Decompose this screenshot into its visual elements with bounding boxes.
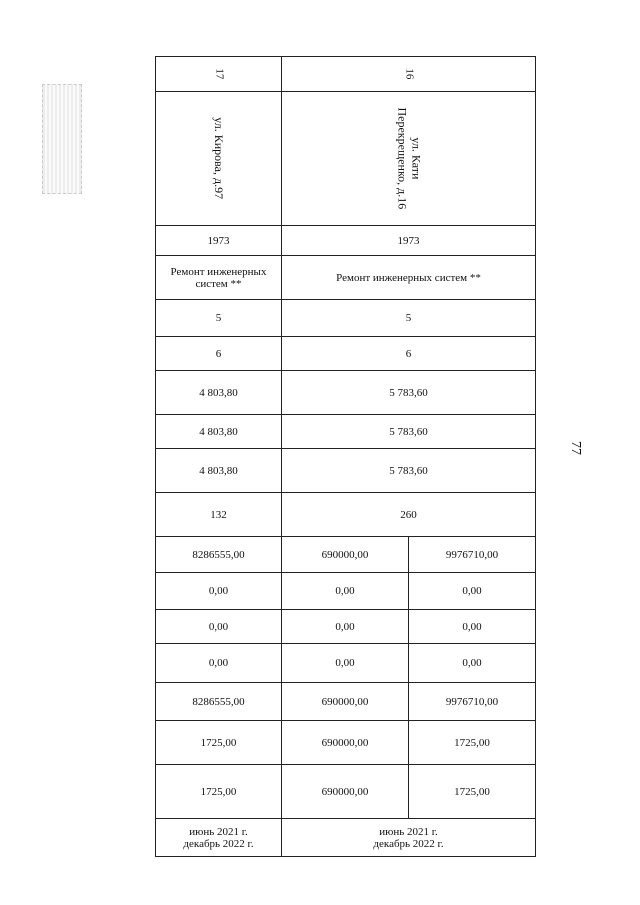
col17-zero1: 0,00 bbox=[156, 573, 282, 610]
col16-zero1-b: 0,00 bbox=[409, 573, 536, 610]
col17-area3: 4 803,80 bbox=[156, 449, 282, 493]
col17-area2: 4 803,80 bbox=[156, 415, 282, 449]
col16-cost-a: 690000,00 bbox=[282, 537, 409, 573]
col17-unit2: 1725,00 bbox=[156, 765, 282, 819]
col17-period: июнь 2021 г. декабрь 2022 г. bbox=[156, 819, 282, 857]
col17-cost: 8286555,00 bbox=[156, 537, 282, 573]
col16-unit1-a: 690000,00 bbox=[282, 721, 409, 765]
col16-area1: 5 783,60 bbox=[282, 371, 536, 415]
col16-area3: 5 783,60 bbox=[282, 449, 536, 493]
col17-address-cell: ул. Кирова, д.97 bbox=[156, 92, 282, 226]
col16-area2: 5 783,60 bbox=[282, 415, 536, 449]
col16-total-b: 9976710,00 bbox=[409, 683, 536, 721]
col16-unit2-b: 1725,00 bbox=[409, 765, 536, 819]
col16-people: 260 bbox=[282, 493, 536, 537]
col16-address-cell: ул. Кати Перекрещенко, д.16 bbox=[282, 92, 536, 226]
col17-area1: 4 803,80 bbox=[156, 371, 282, 415]
col16-zero2-b: 0,00 bbox=[409, 610, 536, 644]
data-table bbox=[155, 56, 536, 857]
col17-year: 1973 bbox=[156, 226, 282, 256]
col17-unit1: 1725,00 bbox=[156, 721, 282, 765]
col16-total-a: 690000,00 bbox=[282, 683, 409, 721]
col17-zero3: 0,00 bbox=[156, 644, 282, 683]
col17-v6: 6 bbox=[156, 337, 282, 371]
col17-total: 8286555,00 bbox=[156, 683, 282, 721]
col17-zero2: 0,00 bbox=[156, 610, 282, 644]
col17-work-type: Ремонт инженерных систем ** bbox=[156, 256, 282, 300]
col16-zero3-a: 0,00 bbox=[282, 644, 409, 683]
page-number: 77 bbox=[568, 441, 583, 455]
col16-number-cell: 16 bbox=[282, 57, 536, 92]
col16-unit1-b: 1725,00 bbox=[409, 721, 536, 765]
col16-cost-b: 9976710,00 bbox=[409, 537, 536, 573]
col16-work-type: Ремонт инженерных систем ** bbox=[282, 256, 536, 300]
col17-number-cell: 17 bbox=[156, 57, 282, 92]
col16-v6: 6 bbox=[282, 337, 536, 371]
col16-year: 1973 bbox=[282, 226, 536, 256]
col16-zero2-a: 0,00 bbox=[282, 610, 409, 644]
col17-v5: 5 bbox=[156, 300, 282, 337]
col16-v5: 5 bbox=[282, 300, 536, 337]
col17-people: 132 bbox=[156, 493, 282, 537]
col16-unit2-a: 690000,00 bbox=[282, 765, 409, 819]
col16-period: июнь 2021 г. декабрь 2022 г. bbox=[282, 819, 536, 857]
col16-zero3-b: 0,00 bbox=[409, 644, 536, 683]
stamp-mark bbox=[42, 84, 82, 194]
col16-zero1-a: 0,00 bbox=[282, 573, 409, 610]
